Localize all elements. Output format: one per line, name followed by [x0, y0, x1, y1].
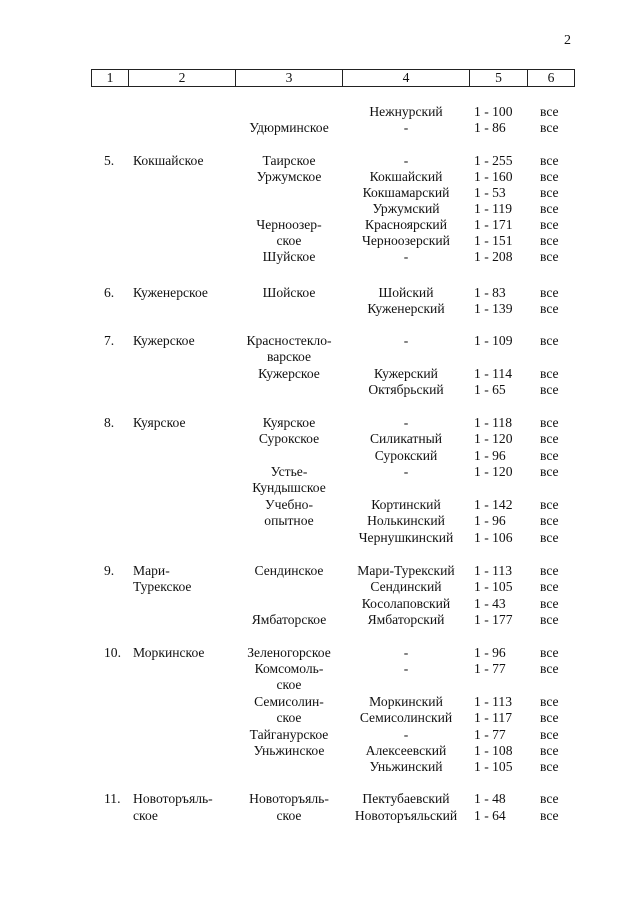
cell-c1: 11. — [104, 791, 121, 806]
cell-c6: все — [540, 808, 559, 823]
cell-c5: 1 - 106 — [474, 530, 513, 545]
cell-c2: Моркинское — [133, 645, 205, 660]
cell-c5: 1 - 96 — [474, 645, 506, 660]
cell-c4: Косолаповский — [361, 596, 451, 611]
cell-c1: 8. — [104, 415, 115, 430]
cell-c3: Шуйское — [262, 249, 316, 264]
cell-c3: ское — [276, 808, 302, 823]
cell-c4: Октябрьский — [368, 382, 444, 397]
cell-c4: - — [403, 249, 409, 264]
cell-c6: все — [540, 153, 559, 168]
cell-c5: 1 - 105 — [474, 579, 513, 594]
cell-c6: все — [540, 464, 559, 479]
cell-c5: 1 - 120 — [474, 464, 513, 479]
cell-c2: Новоторъяль- — [133, 791, 213, 806]
cell-c3: Тайганурское — [249, 727, 329, 742]
cell-c3: Сурокское — [258, 431, 320, 446]
cell-c6: все — [540, 579, 559, 594]
cell-c5: 1 - 86 — [474, 120, 506, 135]
cell-c3: Кундышское — [252, 480, 326, 495]
cell-c4: Семисолинский — [359, 710, 453, 725]
cell-c6: все — [540, 530, 559, 545]
cell-c4: Мари-Турекский — [357, 563, 455, 578]
cell-c3: Кужерское — [258, 366, 320, 381]
cell-c6: все — [540, 366, 559, 381]
cell-c4: - — [403, 415, 409, 430]
header-col-6: 6 — [547, 70, 555, 85]
cell-c4: - — [403, 120, 409, 135]
cell-c4: - — [403, 645, 409, 660]
cell-c3: ское — [276, 710, 302, 725]
cell-c4: Силикатный — [369, 431, 443, 446]
cell-c3: Сендинское — [254, 563, 324, 578]
cell-c6: все — [540, 185, 559, 200]
cell-c5: 1 - 255 — [474, 153, 513, 168]
cell-c5: 1 - 109 — [474, 333, 513, 348]
cell-c6: все — [540, 759, 559, 774]
cell-c3: Учебно- — [264, 497, 313, 512]
cell-c4: Нежнурский — [369, 104, 443, 119]
cell-c4: Черноозерский — [362, 233, 450, 248]
cell-c5: 1 - 48 — [474, 791, 506, 806]
cell-c2: Турекское — [133, 579, 192, 594]
cell-c6: все — [540, 301, 559, 316]
cell-c6: все — [540, 791, 559, 806]
cell-c4: - — [403, 464, 409, 479]
cell-c4: Чернушкинский — [358, 530, 454, 545]
cell-c5: 1 - 208 — [474, 249, 513, 264]
cell-c6: все — [540, 104, 559, 119]
cell-c3: Красностекло- — [246, 333, 332, 348]
cell-c4: Сурокский — [374, 448, 438, 463]
header-col-2: 2 — [129, 70, 236, 86]
cell-c2: Кужерское — [133, 333, 195, 348]
cell-c1: 10. — [104, 645, 121, 660]
cell-c6: все — [540, 233, 559, 248]
cell-c4: Ямбаторский — [367, 612, 445, 627]
cell-c6: все — [540, 201, 559, 216]
cell-c6: все — [540, 497, 559, 512]
cell-c4: Новоторъяльский — [354, 808, 458, 823]
cell-c4: Уньжинский — [369, 759, 443, 774]
cell-c6: все — [540, 249, 559, 264]
page-number: 2 — [564, 33, 571, 48]
cell-c2: Кокшайское — [133, 153, 204, 168]
cell-c5: 1 - 77 — [474, 727, 506, 742]
cell-c6: все — [540, 448, 559, 463]
cell-c3: опытное — [264, 513, 314, 528]
cell-c5: 1 - 83 — [474, 285, 506, 300]
cell-c5: 1 - 142 — [474, 497, 513, 512]
cell-c4: Шойский — [378, 285, 434, 300]
cell-c3: Уржумское — [256, 169, 322, 184]
cell-c4: Кортинский — [371, 497, 441, 512]
cell-c3: Уньжинское — [253, 743, 325, 758]
header-col-5: 5 — [470, 70, 528, 86]
cell-c6: все — [540, 612, 559, 627]
cell-c6: все — [540, 285, 559, 300]
cell-c3: Новоторъяль- — [249, 791, 329, 806]
cell-c6: все — [540, 563, 559, 578]
cell-c6: все — [540, 415, 559, 430]
header-col-4: 4 — [343, 70, 470, 86]
cell-c3: Ямбаторское — [251, 612, 327, 627]
header-col-3: 3 — [236, 70, 343, 86]
cell-c5: 1 - 119 — [474, 201, 513, 216]
cell-c5: 1 - 96 — [474, 448, 506, 463]
cell-c4: - — [403, 153, 409, 168]
cell-c3: варское — [266, 349, 311, 364]
cell-c6: все — [540, 710, 559, 725]
cell-c6: все — [540, 169, 559, 184]
cell-c2: Мари- — [133, 563, 170, 578]
cell-c5: 1 - 53 — [474, 185, 506, 200]
cell-c1: 6. — [104, 285, 115, 300]
cell-c3: Таирское — [262, 153, 316, 168]
cell-c2: Куженерское — [133, 285, 208, 300]
cell-c5: 1 - 139 — [474, 301, 513, 316]
cell-c4: - — [403, 333, 409, 348]
cell-c6: все — [540, 743, 559, 758]
cell-c5: 1 - 64 — [474, 808, 506, 823]
cell-c4: - — [403, 727, 409, 742]
cell-c6: все — [540, 661, 559, 676]
cell-c5: 1 - 114 — [474, 366, 513, 381]
cell-c4: Кокшамарский — [362, 185, 450, 200]
cell-c3: ское — [276, 233, 302, 248]
cell-c6: все — [540, 645, 559, 660]
cell-c2: ское — [133, 808, 158, 823]
cell-c6: все — [540, 120, 559, 135]
cell-c5: 1 - 96 — [474, 513, 506, 528]
cell-c6: все — [540, 694, 559, 709]
cell-c5: 1 - 160 — [474, 169, 513, 184]
cell-c3: Устье- — [270, 464, 308, 479]
cell-c5: 1 - 118 — [474, 415, 513, 430]
cell-c5: 1 - 151 — [474, 233, 513, 248]
cell-c6: все — [540, 382, 559, 397]
cell-c4: Красноярский — [365, 217, 447, 232]
cell-c3: Куярское — [262, 415, 316, 430]
cell-c5: 1 - 177 — [474, 612, 513, 627]
cell-c5: 1 - 113 — [474, 563, 513, 578]
cell-c5: 1 - 77 — [474, 661, 506, 676]
cell-c4: Сендинский — [370, 579, 442, 594]
cell-c4: Кужерский — [374, 366, 438, 381]
cell-c3: Семисолин- — [254, 694, 324, 709]
cell-c5: 1 - 100 — [474, 104, 513, 119]
cell-c6: все — [540, 333, 559, 348]
cell-c6: все — [540, 513, 559, 528]
cell-c6: все — [540, 596, 559, 611]
cell-c4: Нолькинский — [367, 513, 445, 528]
cell-c1: 9. — [104, 563, 115, 578]
cell-c3: ское — [276, 677, 302, 692]
cell-c3: Шойское — [262, 285, 316, 300]
cell-c5: 1 - 108 — [474, 743, 513, 758]
cell-c5: 1 - 105 — [474, 759, 513, 774]
cell-c4: Уржумский — [372, 201, 440, 216]
cell-c3: Комсомоль- — [254, 661, 324, 676]
cell-c3: Черноозер- — [256, 217, 322, 232]
cell-c5: 1 - 113 — [474, 694, 513, 709]
cell-c2: Куярское — [133, 415, 186, 430]
cell-c1: 7. — [104, 333, 115, 348]
cell-c6: все — [540, 727, 559, 742]
cell-c5: 1 - 120 — [474, 431, 513, 446]
cell-c5: 1 - 43 — [474, 596, 506, 611]
cell-c5: 1 - 171 — [474, 217, 513, 232]
cell-c6: все — [540, 431, 559, 446]
cell-c3: Удюрминское — [249, 120, 329, 135]
cell-c4: - — [403, 661, 409, 676]
cell-c1: 5. — [104, 153, 115, 168]
cell-c4: Куженерский — [367, 301, 445, 316]
header-col-1: 1 — [92, 70, 129, 86]
table-header — [91, 69, 575, 87]
cell-c3: Зеленогорское — [247, 645, 331, 660]
cell-c6: все — [540, 217, 559, 232]
cell-c5: 1 - 117 — [474, 710, 513, 725]
cell-c4: Моркинский — [369, 694, 443, 709]
cell-c4: Кокшайский — [369, 169, 443, 184]
cell-c4: Пектубаевский — [362, 791, 450, 806]
cell-c5: 1 - 65 — [474, 382, 506, 397]
cell-c4: Алексеевский — [365, 743, 447, 758]
